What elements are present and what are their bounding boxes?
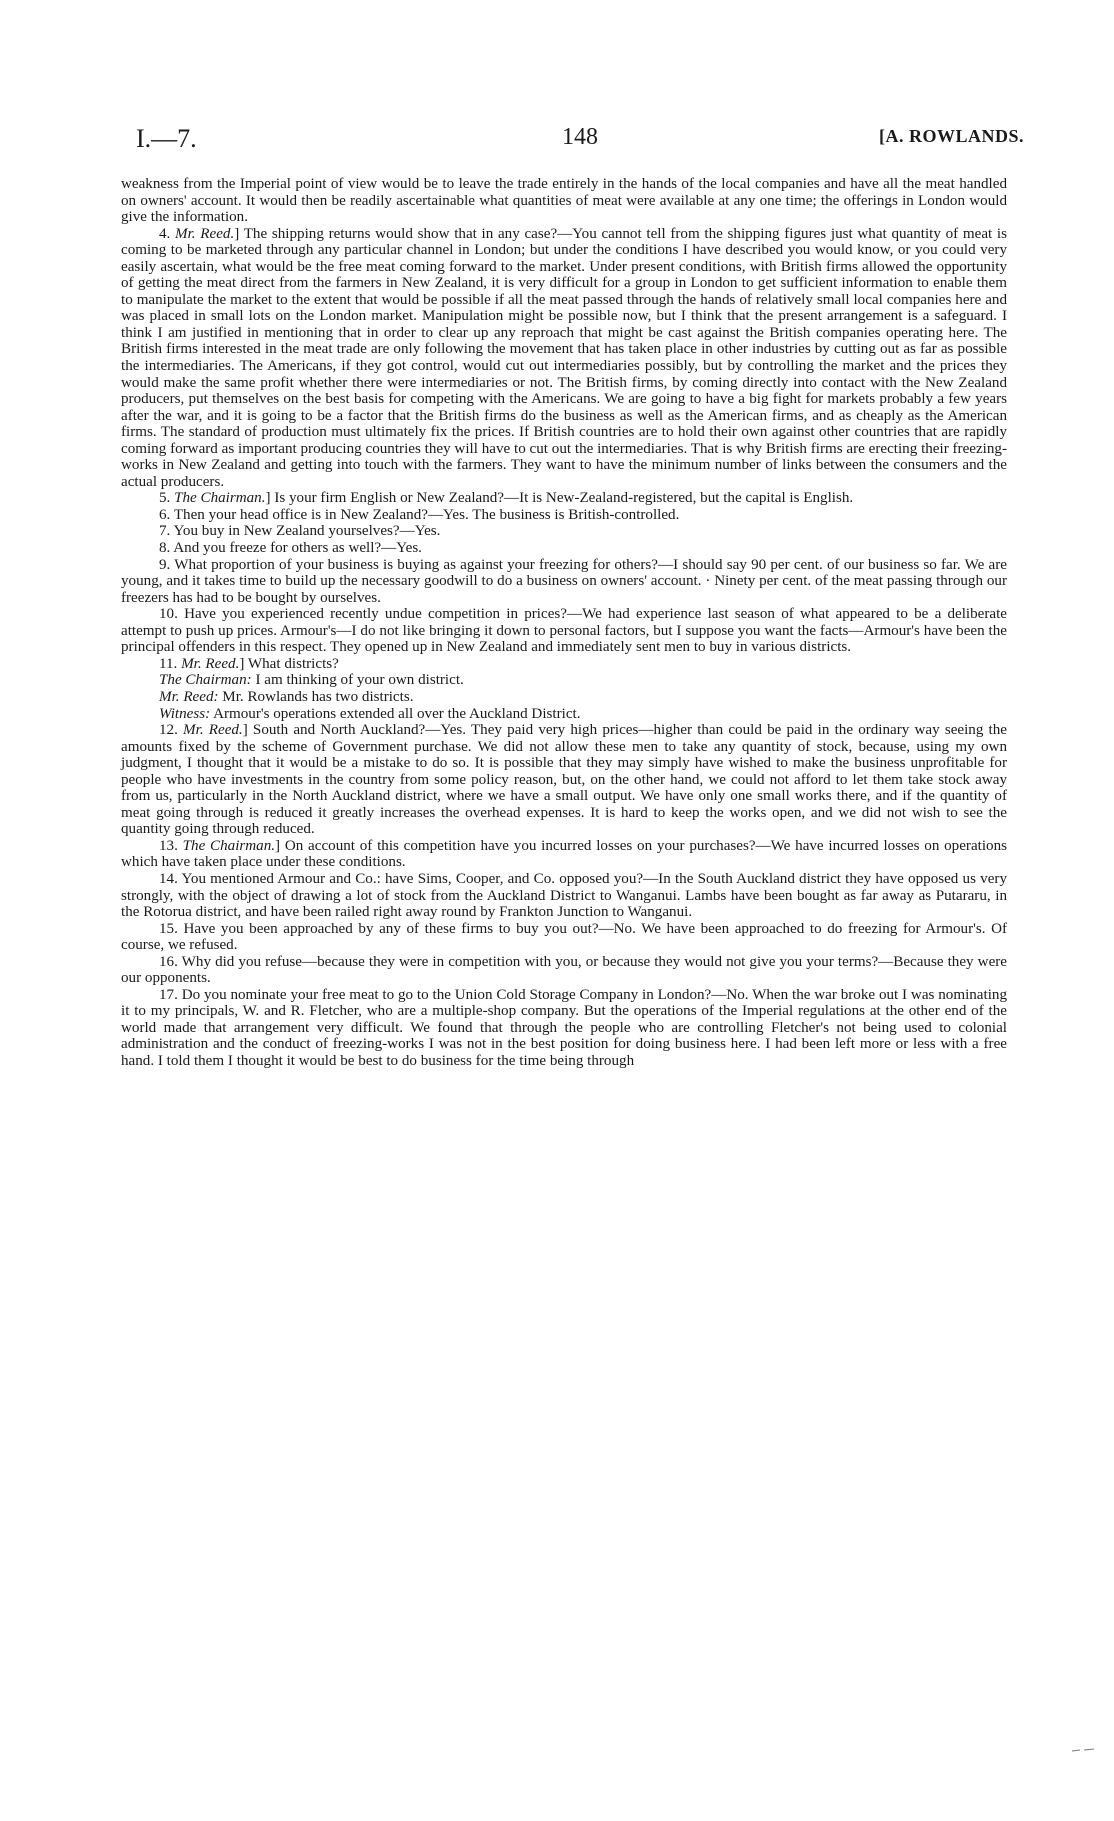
paragraph-p9 [121,557,1007,607]
paragraph-text: weakness from the Imperial point of view would be to leave the trade entirely in the hands of the local companies and have all the meat handled on owners' account. It would then be readily ascertainable what quantities of meat were available at any one time; the offerings in London would give the information. [121,176,1007,226]
paragraph-text: ] What districts? [239,655,339,672]
page-number: 148 [562,124,598,150]
paragraph-p11b [121,689,1007,706]
witness-name-header: [A. ROWLANDS. [878,126,1024,146]
paragraph-text: Armour's operations extended all over the Auckland District. [210,705,581,722]
paragraph-text: 12. [159,722,184,739]
speaker-label: The Chairman. [174,490,266,507]
paragraph-p15 [121,921,1007,954]
paragraph-text: 7. You buy in New Zealand yourselves?—Yes. [159,523,441,540]
paragraph-p4 [121,226,1007,491]
speaker-label: Mr. Reed. [181,655,240,672]
paragraph-text: I am thinking of your own district. [251,672,464,689]
paragraph-text: 11. [159,655,182,672]
paragraph-p13 [121,838,1007,871]
paragraph-p5 [121,490,1007,507]
speaker-label: Witness: [159,705,211,722]
paragraph-text: ] South and North Auckland?—Yes. They paid very high prices—higher than could be paid in the ordinary way seeing the amounts fixed by the scheme of Government purchase. We did not allow these men to take any quantity of stock, because, using my own judgment, I thought that it would be a mistake to do so. It is possible that they may simply have wished to make the business unprofitable for people who have investments in the country from some policy reason, but, on the other hand, we could not afford to let them take stock away from us, particularly in the North Auckland district, where we have a small output. We have only one small works there, and if the quantity of meat going through is reduced it greatly increases the overhead expenses. It is hard to keep the works open, and we did not wish to see the quantity going through reduced. [121,722,1007,838]
paragraph-p17 [121,987,1007,1070]
margin-scan-mark [1072,1745,1102,1751]
paragraph-p12 [121,722,1007,838]
paragraph-text: 17. Do you nominate your free meat to go to the Union Cold Storage Company in London?—No. When the war broke out I was nominating it to my principals, W. and R. Fletcher, who are a multiple-shop company. But the operations of the Imperial regulations at the other end of the world made that arrangement very difficult. We found that through the people who are controlling Fletcher's not being used to colonial administration and the conduct of freezing-works I was not in the best position for doing business here. I had been left more or less with a free hand. I told them I thought it would be best to do business for the time being through [121,986,1007,1069]
speaker-label: The Chairman: [159,672,252,689]
speaker-label: Mr. Reed. [183,722,243,739]
paragraph-text: Mr. Rowlands has two districts. [218,688,414,705]
paragraph-p16 [121,954,1007,987]
paragraph-p6 [121,507,1007,524]
paragraph-p14 [121,871,1007,921]
paragraph-text: 15. Have you been approached by any of these firms to buy you out?—No. We have been approached to do freezing for Armour's. Of course, we refused. [121,920,1007,954]
paragraph-text: 14. You mentioned Armour and Co.: have Sims, Cooper, and Co. opposed you?—In the South Auckland district they have opposed us very strongly, with the object of drawing a lot of stock from the Auckland District to Wanganui. Lambs have been bought as far away as Putararu, in the Rotorua district, and have been railed right away round by Frankton Junction to Wanganui. [121,870,1007,921]
paragraph-p8 [121,540,1007,557]
paragraph-p11a [121,672,1007,689]
paragraph-text: ] On account of this competition have you incurred losses on your purchases?—We have incurred losses on operations which have taken place under these conditions. [121,837,1008,871]
paragraph-text: 6. Then your head office is in New Zealand?—Yes. The business is British-controlled. [159,506,680,523]
paragraph-p11c [121,706,1007,723]
paragraph-text: 8. And you freeze for others as well?—Yes. [159,540,422,557]
paragraph-p11 [121,656,1007,673]
parliamentary-paper-reference: I.—7. [136,124,197,153]
speaker-label: Mr. Reed. [175,225,235,242]
speaker-label: Mr. Reed: [159,688,219,705]
paragraph-p7 [121,523,1007,540]
paragraph-text: 10. Have you experienced recently undue competition in prices?—We had experience last season of what appeared to be a deliberate attempt to push up prices. Armour's—I do not like bringing it down to personal factors, but I suppose you want the facts—Armour's have been the principal offenders in this respect. They opened up in New Zealand and immediately sent men to buy in various districts. [121,606,1007,656]
paragraph-text: 9. What proportion of your business is buying as against your freezing for others?—I should say 90 per cent. of our business so far. We are young, and it takes time to build up the necessary goodwill to do a business on owners' account. · Ninety per cent. of the meat passing through our freezers has had to be bought by ourselves. [121,556,1007,606]
paragraph-text: 5. [159,490,175,507]
paragraph-text: ] Is your firm English or New Zealand?—It is New-Zealand-registered, but the capital is English. [265,490,854,507]
document-body [121,176,1007,1070]
page-header [136,124,1024,154]
paragraph-text: ] The shipping returns would show that in any case?—You cannot tell from the shipping figures just what quantity of meat is coming to be marketed through any particular channel in London; but under the conditions I have described you would know, or you could very easily ascertain, what would be the free meat coming forward to the market. Under present conditions, with British firms allowed the opportunity of getting the meat direct from the farmers in New Zealand, it is very difficult for a group in London to get sufficient information to enable them to manipulate the market to the extent that would be possible if all the meat passed through the hands of relatively small local companies here and was placed in small lots on the London market. Manipulation might be possible now, but I think that the present arrangement is a safeguard. I think I am justified in mentioning that in order to clear up any reproach that might be cast against the British companies operating here. The British firms interested in the meat trade are only following the movement that has taken place in other industries by cutting out as far as possible the intermediaries. The Americans, if they got control, would cut out intermediaries possibly, but by controlling the market and the prices they would make the same profit whether there were intermediaries or not. The British firms, by coming directly into contact with the New Zealand producers, put themselves on the best basis for competing with the Americans. We are going to have a big fight for markets probably a few years after the war, and it is going to be a factor that the British firms do the business as well as the American firms, and as cheaply as the American firms. The standard of production must ultimately fix the prices. If British countries are to hold their own against other countries that are rapidly coming forward as important producing countries they will have to cut out the intermediaries. That is why British firms are erecting their freezing-works in New Zealand and getting into touch with the farmers. They want to have the minimum number of links between the consumers and the actual producers. [121,225,1007,490]
paragraph-text: 4. [159,225,176,242]
paragraph-p10 [121,606,1007,656]
speaker-label: The Chairman. [182,837,276,854]
paragraph-p0 [121,176,1007,226]
paragraph-text: 13. [159,837,183,854]
paragraph-text: 16. Why did you refuse—because they were in competition with you, or because they would not give you your terms?—Because they were our opponents. [121,953,1007,987]
